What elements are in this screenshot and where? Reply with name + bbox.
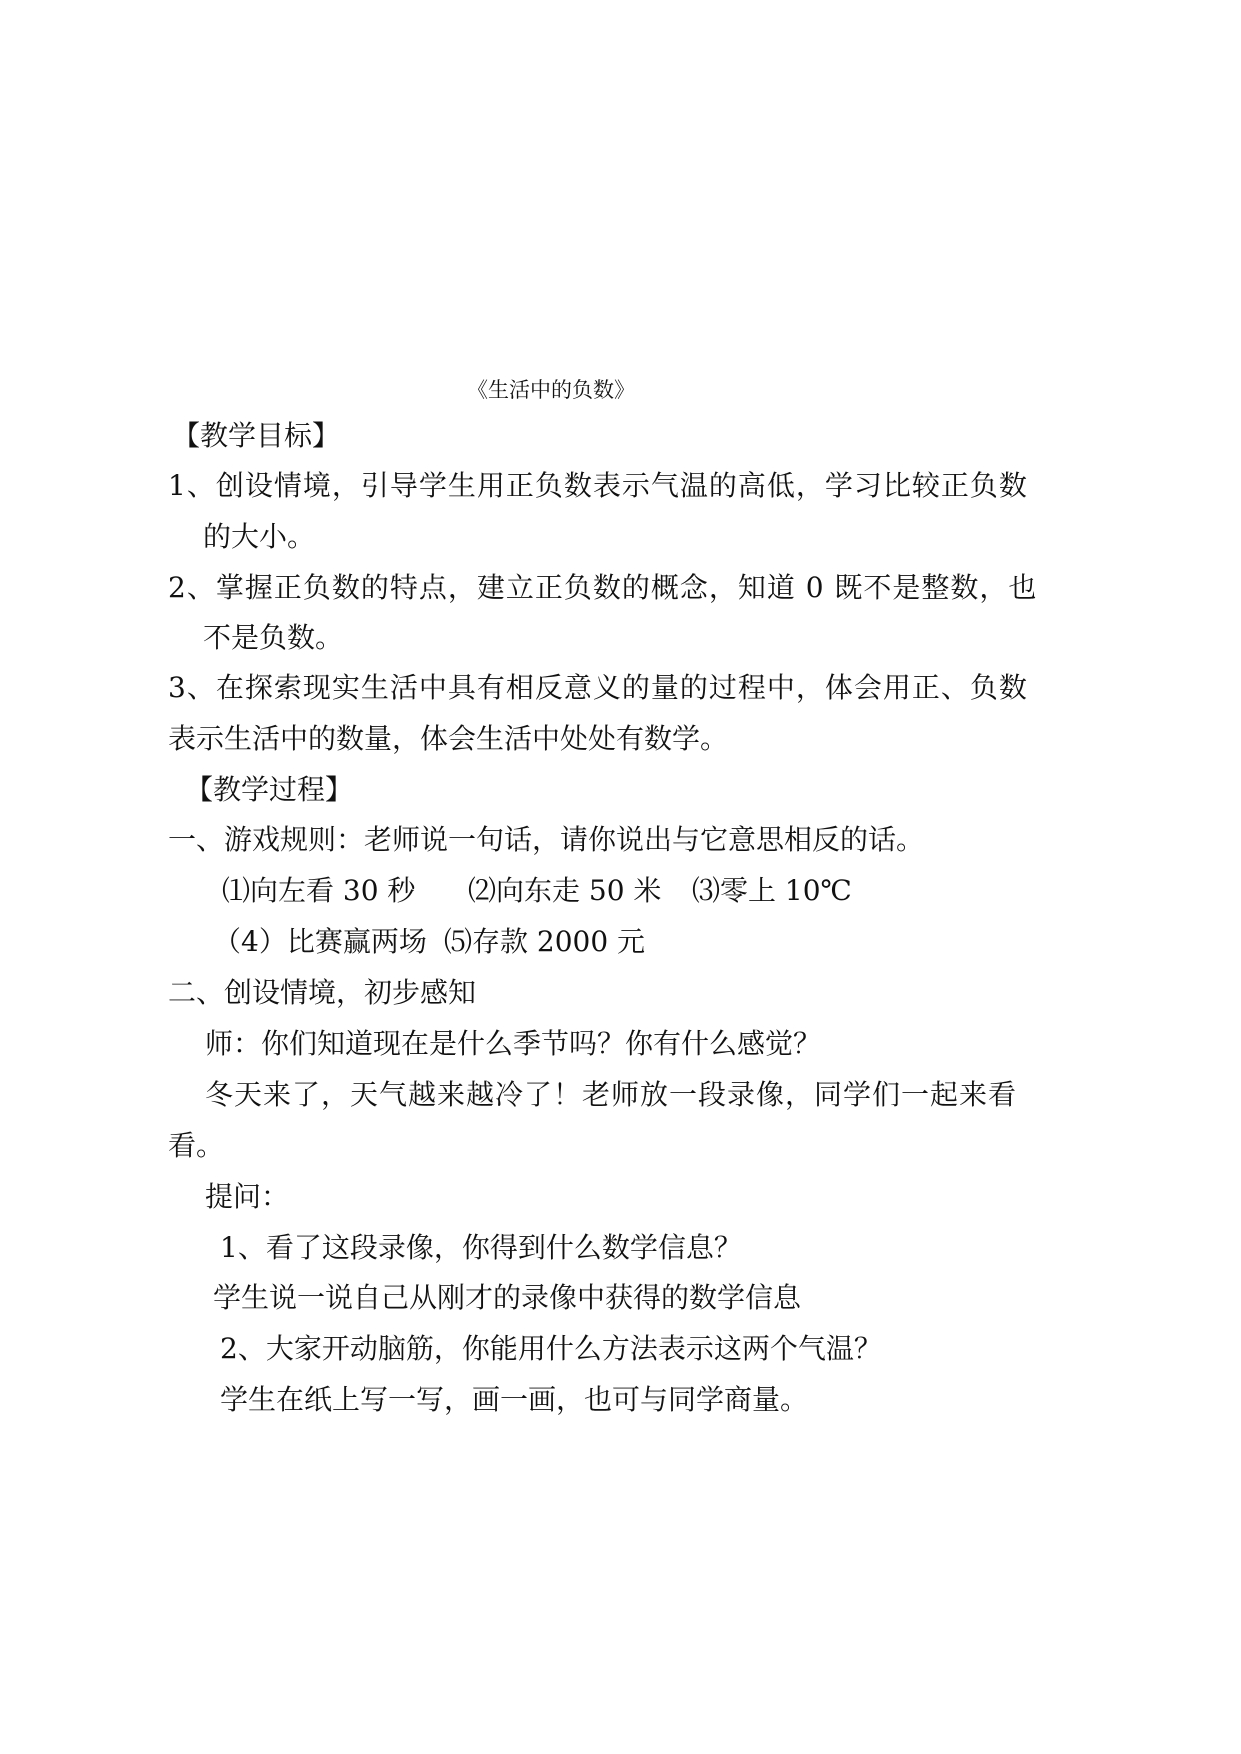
goal-3-line-2: 表示生活中的数量，体会生活中处处有数学。 [168,722,729,755]
goal-2-line-1: 2、掌握正负数的特点，建立正负数的概念，知道 0 既不是整数，也 [168,571,1038,604]
answer-2: 学生在纸上写一写，画一画，也可与同学商量。 [220,1383,809,1416]
section-heading-process: 【教学过程】 [185,773,354,806]
document-title: 《生活中的负数》 [467,378,635,402]
goal-2-line-2: 不是负数。 [203,621,344,654]
goal-1-line-1: 1、创设情境，引导学生用正负数表示气温的高低，学习比较正负数 [168,469,1028,502]
game-item-1: ⑴向左看 30 秒 [222,874,416,907]
goal-3-line-1: 3、在探索现实生活中具有相反意义的量的过程中，体会用正、负数 [168,671,1028,704]
goal-1-line-2: 的大小。 [203,520,316,553]
game-item-3: ⑶零上 10℃ [692,874,852,907]
question-2: 2、大家开动脑筋，你能用什么方法表示这两个气温？ [220,1332,882,1365]
answer-1: 学生说一说自己从刚才的录像中获得的数学信息 [213,1281,802,1314]
ask-label: 提问： [205,1180,290,1213]
game-item-4: （4）比赛赢两场 [213,925,427,958]
teacher-statement-line-1: 冬天来了，天气越来越冷了！老师放一段录像，同学们一起来看 [205,1078,1018,1111]
teacher-question: 师：你们知道现在是什么季节吗？你有什么感觉？ [205,1027,822,1060]
part-1-heading: 一、游戏规则：老师说一句话，请你说出与它意思相反的话。 [168,823,925,856]
part-2-heading: 二、创设情境，初步感知 [168,976,477,1009]
question-1: 1、看了这段录像，你得到什么数学信息？ [220,1231,742,1264]
game-item-2: ⑵向东走 50 米 [468,874,662,907]
section-heading-goals: 【教学目标】 [172,419,341,452]
teacher-statement-line-2: 看。 [168,1129,225,1162]
game-item-5: ⑸存款 2000 元 [444,925,646,958]
